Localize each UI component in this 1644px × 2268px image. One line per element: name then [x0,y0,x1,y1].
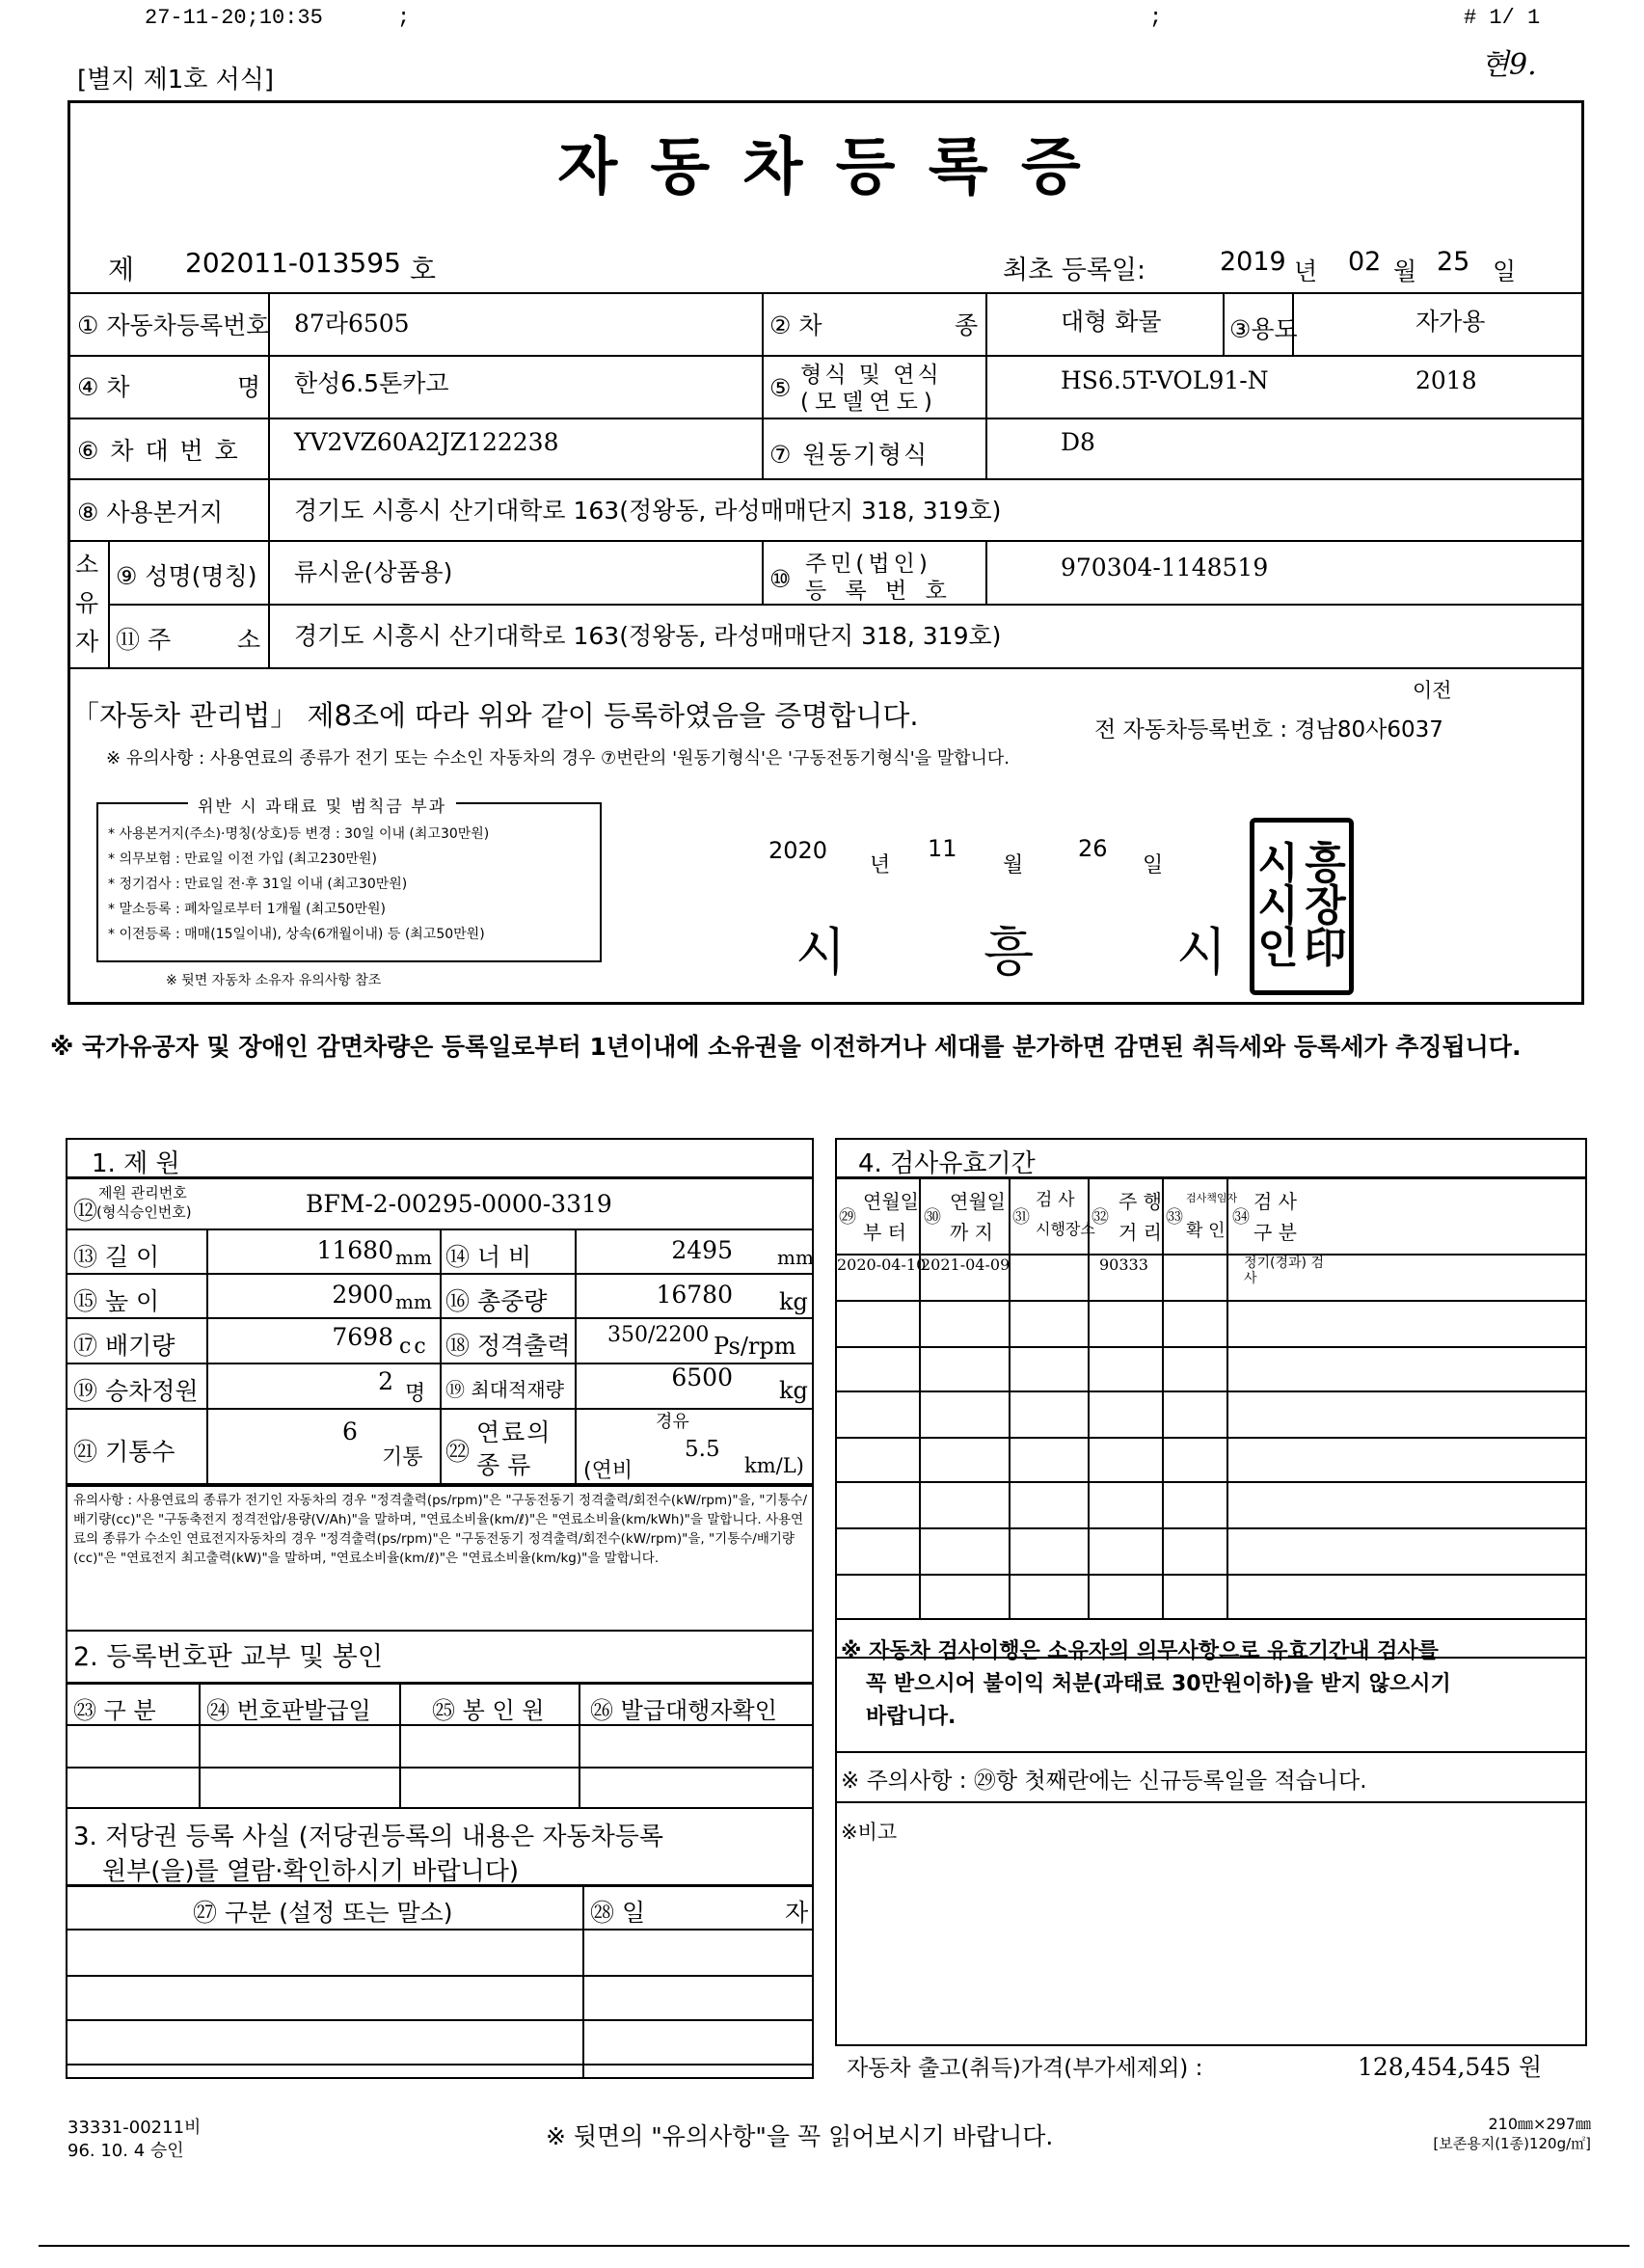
divider [762,540,764,604]
col-number: ㉜ [1092,1207,1109,1228]
spec-label: ⑭ 너 비 [445,1243,532,1271]
spec-unit: Ps/rpm [714,1333,796,1360]
col-label-line1: 검 사 [1036,1190,1075,1210]
cylinders-label: ㉑ 기통수 [73,1438,175,1466]
divider [985,540,987,604]
bottom-rule [39,2245,1630,2247]
document-title: 자 동 차 등 록 증 [557,132,1087,203]
handwritten-mark: 현9. [1481,48,1537,82]
mortgage-heading-line2: 원부(을)를 열람·확인하시기 바랍니다) [102,1857,519,1886]
spec-value: 6500 [671,1364,733,1391]
cert-number: 202011-013595 [185,247,401,279]
spec-label: ⑯ 총중량 [445,1287,548,1315]
inspection-from: 2020-04-10 [837,1256,927,1274]
divider [835,1751,1587,1753]
engine-label: ⑦ 원동기형식 [769,441,930,469]
divider [69,292,1583,294]
specs-heading: 1. 제 원 [92,1149,180,1178]
divider [69,540,1583,542]
seal-char: 흥 [1305,839,1346,888]
col-label-line2: 구 분 [1253,1221,1297,1244]
divider [1223,292,1225,355]
resident-no-label-line1: 주민(법인) [805,552,931,577]
spec-label: ⑰ 배기량 [73,1332,175,1360]
issuer-char: 시 [1176,922,1227,983]
previous-registration-number: 전 자동차등록번호 : 경남80사6037 [1094,717,1443,742]
col-number: ㉙ [839,1207,856,1228]
resident-no-value: 970304-1148519 [1061,554,1269,581]
reg-number-label: ① 자동차등록번호 [77,311,270,339]
divider [440,1228,442,1485]
spec-unit: kg [779,1377,808,1404]
owner-name-value: 류시윤(상품용) [294,558,453,586]
inspection-to: 2021-04-09 [921,1256,1011,1274]
seal-char: 시 [1257,839,1299,888]
spec-label: ⑬ 길 이 [73,1243,160,1271]
vehicle-name-label: ④ 차 [77,373,130,401]
notice-line: 꼭 받으시어 불이익 처분(과태료 30만원이하)을 받지 않으시기 [866,1672,1451,1696]
address-label-tail: 소 [237,626,261,654]
spec-value: 2 [378,1367,393,1395]
first-registration-year: 2019 [1220,247,1286,277]
first-registration-month: 02 [1348,247,1382,277]
paper-size: 210㎜×297㎜ [1488,2115,1591,2133]
issue-day: 26 [1078,835,1108,862]
spec-value: 11680 [316,1236,393,1264]
fuel-type-value: 경유 [656,1412,689,1432]
mgmt-no-label-line2: (형식승인번호) [96,1203,192,1221]
spec-value: 2900 [332,1281,393,1309]
penalty-item: * 정기검사 : 만료일 전·후 31일 이내 (최고30만원) [108,877,408,892]
form-approval: 96. 10. 4 승인 [67,2141,184,2161]
vin-value: YV2VZ60A2JZ122238 [294,428,559,456]
col-label-line1: 검사책임자 [1186,1192,1238,1204]
spec-label: ⑲ 승차정원 [73,1377,199,1405]
divider [66,2064,814,2066]
divider [69,667,1583,669]
fuel-efficiency-label: (연비 [583,1459,633,1483]
divider [66,1929,814,1930]
fax-separator: ; [1149,6,1163,30]
mgmt-no-label-line1: 제원 관리번호 [98,1184,187,1202]
day-unit: 일 [1493,257,1517,285]
base-location-value: 경기도 시흥시 산기대학로 163(정왕동, 라성매매단지 318, 319호) [294,497,1002,525]
usage-value: 자가용 [1415,308,1486,336]
col-label-line2: 까 지 [950,1221,993,1244]
divider [199,1682,201,1809]
issue-month: 11 [928,835,957,862]
divider [268,292,270,667]
day-unit: 일 [1143,853,1164,878]
spec-label: ⑲ 최대적재량 [445,1378,564,1401]
form-code: 33331-00211비 [67,2118,202,2138]
spec-value: 2495 [671,1236,733,1264]
month-unit: 월 [1003,853,1024,878]
model-label-line2: (모델연도) [800,390,938,415]
mortgage-col-date-tail: 자 [785,1899,809,1927]
divider [69,418,1583,419]
divider [108,540,110,667]
spec-unit: 명 [405,1382,426,1406]
owner-name-label: ⑨ 성명(명칭) [116,562,257,590]
form-label: [별지 제1호 서식] [77,66,275,94]
divider [1088,1176,1090,1618]
fuel-efficiency-value: 5.5 [685,1437,720,1462]
issuer-char: 시 [795,922,847,983]
divider [919,1176,921,1618]
divider [66,1176,814,1179]
spec-value: 7698 [332,1323,393,1351]
divider [835,1300,1587,1302]
col-number: ㉚ [924,1207,941,1228]
divider [66,1767,814,1768]
divider [835,1574,1587,1576]
divider [66,2019,814,2021]
penalty-box-title: 위반 시 과태료 및 범칙금 부과 [188,793,456,817]
mgmt-no-label-num: ⑫ [73,1197,98,1225]
first-registration-day: 25 [1437,247,1470,277]
fax-page-number: # 1/ 1 [1464,6,1541,30]
cylinders-unit: 기통 [382,1445,423,1470]
address-value: 경기도 시흥시 산기대학로 163(정왕동, 라성매매단지 318, 319호) [294,622,1002,650]
col-label-line2: 부 터 [863,1221,906,1244]
owner-char: 유 [75,589,99,617]
fuel-efficiency-unit: km/L) [744,1454,804,1477]
year-unit: 년 [870,853,891,878]
divider [69,478,1583,480]
address-label: ⑪ 주 [116,626,172,654]
read-back-reminder: ※ 뒷면의 "유의사항"을 꼭 읽어보시기 바랍니다. [546,2122,1054,2150]
plate-col-agent-confirm: ㉖ 발급대행자확인 [590,1697,777,1724]
vin-label: ⑥ 차 대 번 호 [77,437,240,465]
penalty-item: * 사용본거지(주소)·명칭(상호)등 변경 : 30일 이내 (최고30만원) [108,826,490,842]
model-year-value: 2018 [1415,366,1477,394]
mortgage-col-date: ㉘ 일 [590,1899,646,1927]
penalty-item: * 이전등록 : 매매(15일이내), 상속(6개월이내) 등 (최고50만원) [108,927,485,942]
inspection-mileage: 90333 [1099,1256,1148,1274]
seal-char: 시 [1257,881,1299,931]
notice-line: 바랍니다. [866,1705,957,1729]
mortgage-col-type: ㉗ 구분 (설정 또는 말소) [193,1899,453,1927]
spec-value: 350/2200 [607,1323,710,1347]
issue-year: 2020 [768,837,828,864]
divider [66,1884,814,1887]
inspection-table [835,1138,1587,1659]
price-label: 자동차 출고(취득)가격(부가세제외) : [847,2056,1203,2081]
divider [835,1437,1587,1439]
seal-char: 인 [1257,924,1299,973]
plate-heading: 2. 등록번호판 교부 및 봉인 [73,1642,383,1672]
penalty-footnote: ※ 뒷면 자동차 소유자 유의사항 참조 [166,973,382,988]
cylinders-value: 6 [342,1418,358,1445]
fuel-label-line1: 연료의 [476,1418,552,1446]
usage-label: ③용도 [1229,315,1298,343]
divider [1009,1176,1011,1618]
issuer-char: 흥 [984,922,1035,983]
inspection-heading: 4. 검사유효기간 [858,1149,1036,1178]
owner-char: 소 [75,551,99,579]
divider [835,1801,1587,1803]
fuel-type-note: ※ 유의사항 : 사용연료의 종류가 전기 또는 수소인 자동차의 경우 ⑦번란의 '원동기형식'은 '구동전동기형식'을 말합니다. [106,748,1011,769]
reg-number-value: 87라6505 [294,310,410,338]
price-value: 128,454,545 원 [1358,2053,1543,2081]
divider [579,1682,580,1809]
veteran-notice: ※ 국가유공자 및 장애인 감면차량은 등록일로부터 1년이내에 소유권을 이전하거나 세대를 분가하면 감면된 취득세와 등록세가 추징됩니다. [50,1033,1522,1061]
divider [835,1346,1587,1348]
fax-separator: ; [397,6,411,30]
spec-label: ⑮ 높 이 [73,1287,160,1315]
base-location-label: ⑧ 사용본거지 [77,499,224,526]
inspection-caution: ※ 주의사항 : ㉙항 첫째란에는 신규등록일을 적습니다. [841,1768,1367,1794]
divider [399,1682,401,1809]
spec-unit: mm [395,1246,432,1269]
col-label-line2: 거 리 [1118,1221,1162,1244]
cert-no-prefix: 제 [108,254,135,285]
notice-line: ※ 자동차 검사이행은 소유자의 의무사항으로 유효기간내 검사를 [841,1639,1439,1663]
first-registration-label: 최초 등록일: [1003,256,1146,285]
spec-unit: mm [777,1246,814,1269]
divider [575,1228,577,1485]
plate-col-category: ㉓ 구 분 [73,1697,156,1724]
vehicle-type-label: ② 차 [769,311,822,339]
divider [66,1682,814,1685]
fuel-label-line2: 종 류 [476,1451,531,1479]
col-label-line1: 연월일 [950,1190,1006,1213]
fuel-label-num: ㉒ [445,1438,471,1466]
col-label-line1: 연월일 [863,1190,919,1213]
spec-value: 16780 [656,1281,733,1309]
col-number: ㉞ [1232,1207,1250,1228]
month-unit: 월 [1393,257,1417,285]
vehicle-name-label-tail: 명 [237,373,261,401]
owner-char: 자 [75,628,99,656]
col-label-line1: 주 행 [1118,1190,1162,1213]
mortgage-heading-line1: 3. 저당권 등록 사실 (저당권등록의 내용은 자동차등록 [73,1822,663,1851]
spec-unit: kg [779,1288,808,1315]
divider [66,1975,814,1977]
seal-char: 印 [1304,924,1347,973]
model-value: HS6.5T-VOL91-N [1061,366,1269,394]
divider [835,1390,1587,1392]
col-number: ㉛ [1012,1207,1030,1228]
official-seal [1250,818,1354,995]
divider [835,1618,1587,1620]
spec-unit: mm [395,1290,432,1313]
divider [1226,1176,1228,1618]
plate-col-issue-date: ㉔ 번호판발급일 [206,1697,371,1724]
certification-statement: 「자동차 관리법」 제8조에 따라 위와 같이 등록하였음을 증명합니다. [71,699,919,732]
model-label-line1: 형식 및 연식 [800,363,942,388]
year-unit: 년 [1294,257,1318,285]
resident-no-label-num: ⑩ [769,565,792,593]
vehicle-type-label-tail: 종 [955,311,979,339]
divider [835,1176,1587,1179]
divider [835,1527,1587,1529]
divider [206,1228,208,1485]
penalty-item: * 말소등록 : 폐차일로부터 1개월 (최고50만원) [108,902,386,917]
spec-label: ⑱ 정격출력 [445,1332,571,1360]
owner-group-label [75,546,104,662]
prev-reg-annotation: 이전 [1413,679,1452,702]
divider [985,292,987,478]
inspection-type: 정기(경과) 검사 [1244,1256,1324,1286]
plate-col-sealer: ㉕ 봉 인 원 [432,1697,545,1724]
resident-no-label-line2: 등 록 번 호 [805,579,953,604]
mgmt-no-value: BFM-2-00295-0000-3319 [306,1190,612,1218]
remarks-label: ※비고 [841,1821,898,1844]
seal-char: 장 [1305,881,1346,931]
divider [582,1884,584,2079]
penalty-list [108,822,489,947]
penalty-item: * 의무보험 : 만료일 이전 가입 (최고230만원) [108,851,377,867]
inspection-notes-box [835,1657,1587,2046]
model-label-num: ⑤ [769,374,792,402]
engine-value: D8 [1061,428,1095,456]
paper-spec: [보존용지(1종)120g/㎡] [1433,2135,1591,2152]
divider [762,292,764,478]
divider [1162,1176,1164,1618]
col-label-line1: 검 사 [1253,1190,1297,1213]
vehicle-type-value: 대형 화물 [1061,308,1162,336]
vehicle-name-value: 한성6.5톤카고 [294,369,449,397]
fax-timestamp: 27-11-20;10:35 [145,6,323,30]
col-label-line2: 시행장소 [1036,1220,1095,1238]
cert-no-suffix: 호 [410,254,437,285]
divider [835,1481,1587,1483]
spec-unit: cc [399,1335,429,1359]
col-label-line2: 확 인 [1186,1221,1226,1241]
specs-note: 유의사항 : 사용연료의 종류가 전기인 자동차의 경우 "정격출력(ps/rpm)"은 "구동전동기 정격출력/회전수(kW/rpm)"을, "기통수/배기량(cc)"은 "구동축전지 정격전압/용량(V/Ah)"을 말하며, "연료소비율(km/ℓ)"은 "연료소비율(km/kWh)"을 말합니다. 사용연료의 종류가 수소인 연료전지자동차의 경우 "정격출력(ps/rpm)"은 "구동전동기 정격출력/회전수(kW/rpm)"을, "기통수/배기량(cc)"은 "연료전지 최고출력(kW)"을 말하며, "연료소비율(km/ℓ)"은 "연료소비율(km/kg)"을 말합니다. [73,1493,808,1566]
col-number: ㉝ [1166,1207,1183,1228]
